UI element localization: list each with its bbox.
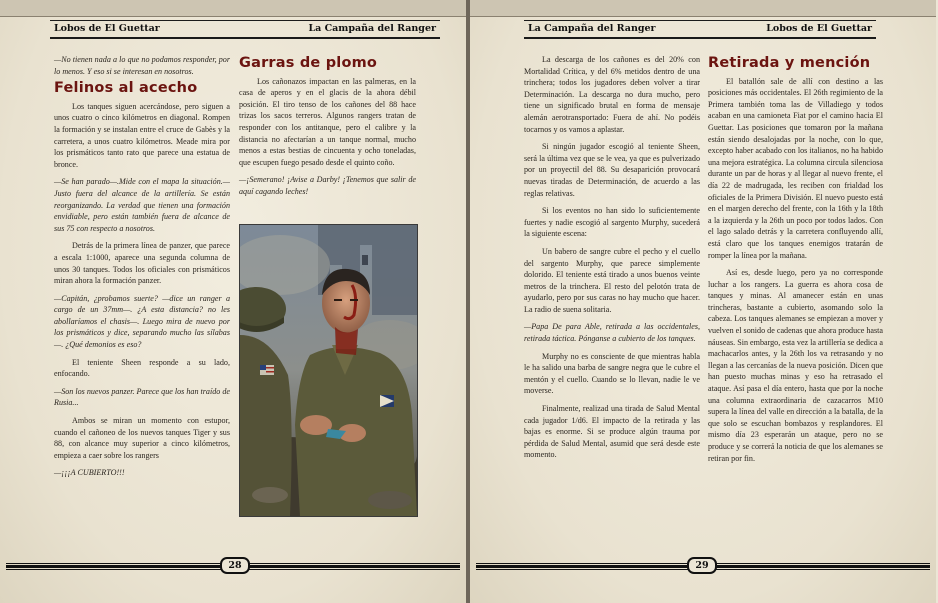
header-right: La Campaña del Ranger: [308, 23, 436, 34]
paragraph: Murphy no es consciente de que mientras habla le ha salido una barba de sangre negra que le cubre el mentón y el cuello. Cuando se lo llevan, nadie le ve moverse.: [524, 351, 700, 396]
dialogue-paragraph: —¡Semerano! ¡Avise a Darby! ¡Tenemos que salir de aquí cagando leches!: [239, 175, 416, 196]
paragraph: El teniente Sheen responde a su lado, enfocando.: [54, 357, 230, 379]
header-left: Lobos de El Guettar: [54, 23, 160, 34]
section-heading: Retirada y mención: [708, 55, 871, 71]
header-right: Lobos de El Guettar: [766, 23, 872, 34]
section-heading: Garras de plomo: [239, 55, 378, 71]
intro-paragraph: —No tienen nada a lo que no podamos responder, por lo menos. Y eso si se interesan en nosotros.: [54, 55, 230, 76]
dialogue-paragraph: —Capitán, ¿probamos suerte? —dice un ranger a cargo de un 37mm—. ¿A esta distancia? no les abollaríamos el chasis—. Luego mira de nuevo por los prismáticos y dice, separando mucho las sílabas—. ¿Qué demonios es eso?: [54, 293, 230, 350]
paragraph: Finalmente, realizad una tirada de Salud Mental cada jugador 1/d6. El impacto de la retirada y las bajas es enorme. Si se produce algún trauma por pérdida de Salud Mental, asumid que será desde este momento.: [524, 404, 700, 460]
page-footer: [470, 557, 936, 571]
running-header: [524, 20, 876, 39]
header-left: La Campaña del Ranger: [528, 23, 656, 34]
dialogue-paragraph: —Se han parado—.Mide con el mapa la situación.—Justo fuera del alcance de la artillería. Se están reorganizando. La verdad que tienen una formación envidiable, pero están también fuera de alcance de sus 75 con respecto a nosotros.: [54, 177, 230, 233]
page-number: 28: [220, 557, 250, 574]
page-footer: [0, 557, 466, 571]
dialogue-paragraph: —Papa De para Able, retirada a las occidentales, retirada táctica. Pónganse a cubierto de los tanques.: [524, 322, 700, 344]
paragraph: Detrás de la primera línea de panzer, que parece a escala 1:1000, aparece una segunda columna de unos 30 tanques. Todos los oficiales con prismáticos miran ahora la formación panzer.: [54, 241, 230, 286]
soldier-illustration: [239, 224, 418, 517]
section-heading: Felinos al acecho: [54, 80, 198, 97]
paragraph: Los cañonazos impactan en las palmeras, en la casa de aperos y en el glacis de la ahora débil posición. El tiro tenso de los cañones del 88 hace trizas los sacos terreros. Algunos rangers tratan de responder con los antitanque, pero el calibre y la distancia no afectarían a un tanque normal, mucho menos a estas bestias de cincuenta y ocho toneladas, que escupen fuego pesado desde el quinto coño.: [239, 76, 416, 167]
paragraph: Los tanques siguen acercándose, pero siguen a unos cuatro o cinco kilómetros en diagonal. Rompen la formación y se instalan entre el cruce de Gabès y la carretera, a unos cuatro kilómetros. Meade mira por los prismáticos tanto rato que parece una estatua de bronce.: [54, 101, 230, 169]
running-header: [50, 20, 440, 39]
top-band: [470, 0, 936, 17]
page-number: 29: [687, 557, 717, 574]
right-column-2: [708, 54, 883, 470]
right-column-1: [524, 54, 700, 467]
left-column-2: [239, 54, 416, 204]
dialogue-paragraph: —¡¡¡A CUBIERTO!!!: [54, 468, 125, 478]
paragraph: Si ningún jugador escogió al teniente Sheen, será la última vez que se le vea, ya que es pulverizado por un proyectil del 88. Su desaparición provocará nuevas tiradas de Determinación, de acuerdo a las reglas relativas.: [524, 142, 700, 198]
left-page: [0, 0, 466, 603]
dialogue-paragraph: —Son los nuevos panzer. Parece que los han traído de Rusia...: [54, 386, 230, 408]
left-column-1: [54, 54, 230, 485]
top-band: [0, 0, 466, 17]
paragraph: Un babero de sangre cubre el pecho y el cuello del sargento Murphy, que parece simplemente dolorido. El teniente está tirado a unos buenos veinte metros de la trinchera. El resto del pelotón trata de ayudarlo, pero por sus caras no hay mucho que hacer. La radio de suena solitaria.: [524, 246, 700, 314]
paragraph: La descarga de los cañones es del 20% con Mortalidad Crítica, y del 6% metidos dentro de una trinchera; todos los jugadores deben volver a tirar Determinación. La descarga no dura mucho, pero tiene un significado brutal en forma de mensaje alemán aerotransportado: Fuera de ahí. No podéis tocarnos y os vamos a aplastar.: [524, 55, 700, 134]
paragraph: Así es, desde luego, pero ya no corresponde luchar a los rangers. La guerra es ahora cosa de tanques y minas. Al amanecer están en unas trincheras, bastante a cubierto, asomando solo la cabeza. Los tanques alemanes se empiezan a mover y vuelven el sonido de cadenas que ahora produce hasta náuseas. Sin embargo, esta vez la artillería se dedica a machacarlos antes, y la 26th los va retrasando y no llegan a las cercanías de la nueva posición. Dicen que han puesto muchas minas y eso ha retrasado el ataque. Así pasa el día entero, hasta que por la noche una columna extraordinaria de cazacarros M10 supera la línea del valle en dirección a la batalla, de la que solo se escuchan bombazos y resplandores. El mismo día 23 esperarán un ataque, pero no se produce y se correrá la noticia de que los alemanes se retiran por fin.: [708, 268, 883, 463]
paragraph: Si los eventos no han sido lo suficientemente fuertes y nadie escogió al sargento Murphy, sucederá la siguiente escena:: [524, 206, 700, 239]
right-page: [470, 0, 936, 603]
paragraph: Ambos se miran un momento con estupor, cuando el cañoneo de los nuevos tanques Tiger y sus 88, con alcance muy superior a cinco kilómetros, empieza a caer sobre los rangers: [54, 416, 230, 460]
paragraph: El batallón sale de allí con destino a las posiciones más occidentales. El 26th regimiento de la Primera también toma las de Villadiego y todos acaban en una camioneta Fiat por el camino hacia El Guettar. Las posiciones que tomaron por la mañana están siendo desalojadas por la noche, con lo que, excepto haber acabado con los italianos, no ha habido una mejora estratégica. La columna circula silenciosa durante un par de horas y al llegar al nuevo frente, el día 22 de madrugada, les reciben con frialdad los oficiales de la Primera División. El nuevo puesto está en el margen derecho del frente, con la 16th y la 18th a la izquierda y la 26th un poco por todos lados. Con el lago salado detrás y la carretera confluyendo allí, está claro que los tanques enemigos tratarán de romper la línea por la mañana.: [708, 76, 883, 260]
